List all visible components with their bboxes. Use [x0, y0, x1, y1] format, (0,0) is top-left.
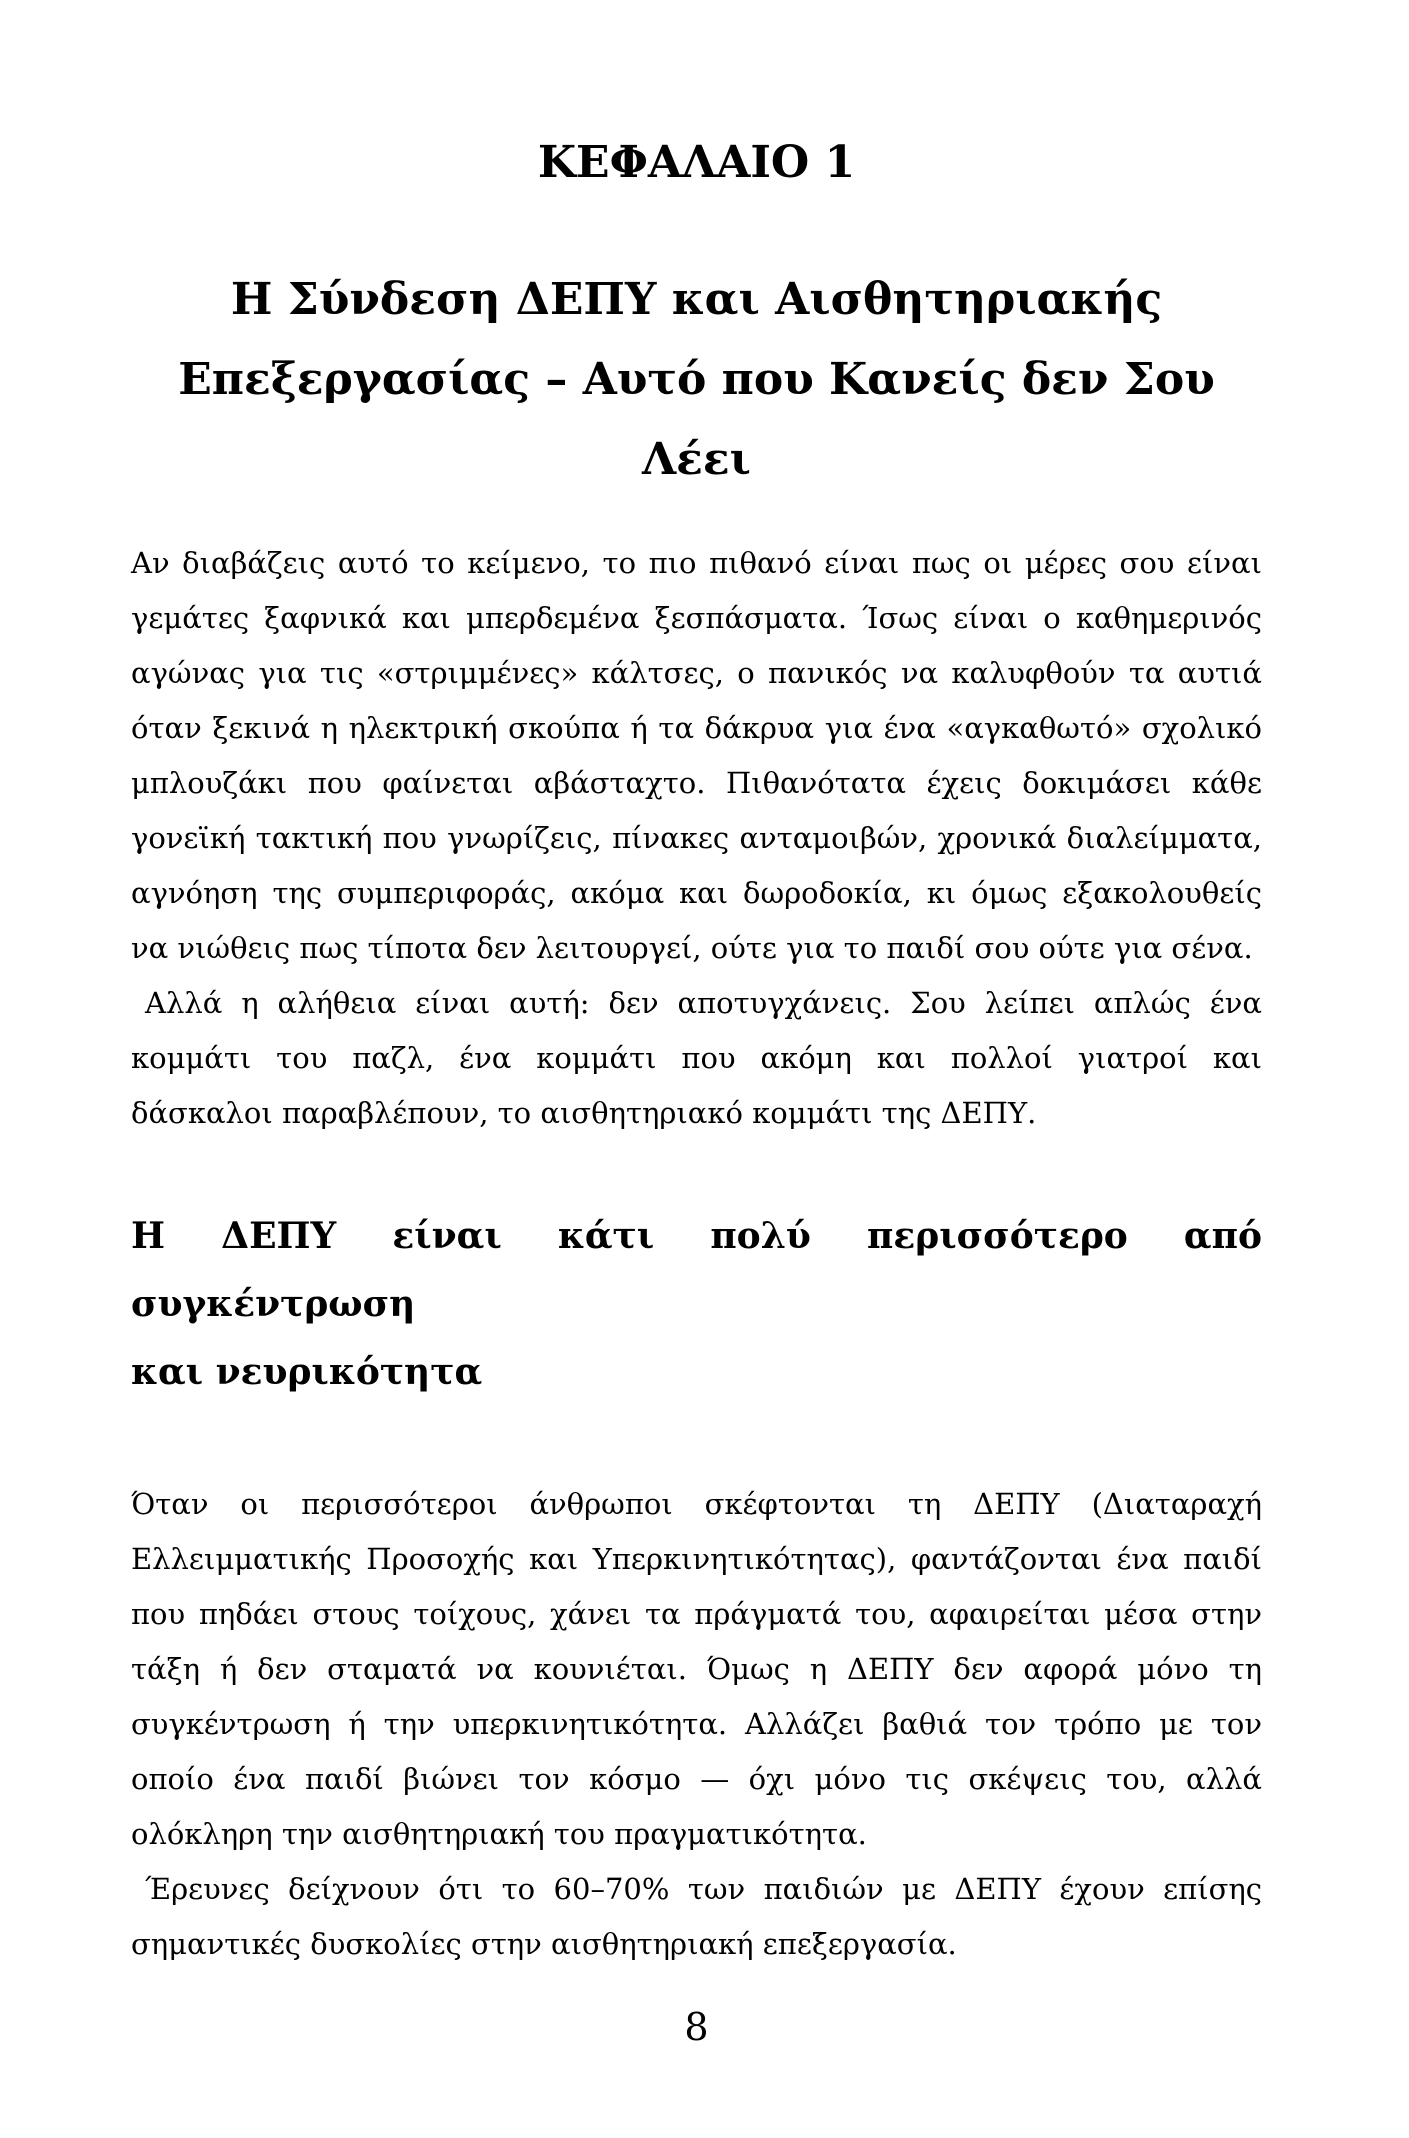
title-line-1: Η Σύνδεση ΔΕΠΥ και Αισθητηριακής [230, 274, 1163, 325]
body-line: αγνόηση της συμπεριφοράς, ακόμα και δωροδοκία, κι όμως εξακολουθείς [131, 876, 1262, 910]
body-line: που πηδάει στους τοίχους, χάνει τα πράγματά του, αφαιρείται μέσα στην [131, 1597, 1262, 1631]
book-title [131, 260, 1262, 500]
body-line: συγκέντρωση ή την υπερκινητικότητα. Αλλάζει βαθιά τον τρόπο με τον [131, 1707, 1262, 1741]
paragraph-1 [131, 536, 1262, 976]
body-line: Ελλειμματικής Προσοχής και Υπερκινητικότητας), φαντάζονται ένα παιδί [131, 1542, 1262, 1576]
body-line: δάσκαλοι παραβλέπουν, το αισθητηριακό κομμάτι της ΔΕΠΥ. [131, 1096, 1037, 1130]
title-line-2: Επεξεργασίας – Αυτό που Κανείς δεν Σου Λέει [178, 354, 1215, 485]
paragraph-4 [131, 1862, 1262, 1972]
body-line: κομμάτι του παζλ, ένα κομμάτι που ακόμη και πολλοί γιατροί και [131, 1041, 1262, 1075]
chapter-label: ΚΕΦΑΛΑΙΟ 1 [537, 137, 856, 188]
book-page [0, 138, 1409, 2138]
paragraph-3 [131, 1477, 1262, 1862]
page-content [0, 138, 1409, 2047]
body-line: οποίο ένα παιδί βιώνει τον κόσμο — όχι μόνο τις σκέψεις του, αλλά [131, 1762, 1262, 1796]
body-line: να νιώθεις πως τίποτα δεν λειτουργεί, ούτε για το παιδί σου ούτε για σένα. [131, 931, 1253, 965]
body-line: Αλλά η αλήθεια είναι αυτή: δεν αποτυγχάνεις. Σου λείπει απλώς ένα [145, 986, 1262, 1020]
body-line: όταν ξεκινά η ηλεκτρική σκούπα ή τα δάκρυα για ένα «αγκαθωτό» σχολικό [131, 711, 1262, 745]
section-heading [131, 1202, 1262, 1406]
paragraph-2 [131, 976, 1262, 1141]
body-line: μπλουζάκι που φαίνεται αβάσταχτο. Πιθανότατα έχεις δοκιμάσει κάθε [131, 766, 1262, 800]
body-line: σημαντικές δυσκολίες στην αισθητηριακή επεξεργασία. [131, 1927, 957, 1961]
body-line: αγώνας για τις «στριμμένες» κάλτσες, ο πανικός να καλυφθούν τα αυτιά [131, 656, 1262, 690]
body-line: Όταν οι περισσότεροι άνθρωποι σκέφτονται τη ΔΕΠΥ (Διαταραχή [131, 1487, 1262, 1521]
body-line: Αν διαβάζεις αυτό το κείμενο, το πιο πιθανό είναι πως οι μέρες σου είναι [131, 546, 1262, 580]
heading-line-1: Η ΔΕΠΥ είναι κάτι πολύ περισσότερο από συγκέντρωση [131, 1215, 1262, 1325]
body-line: τάξη ή δεν σταματά να κουνιέται. Όμως η ΔΕΠΥ δεν αφορά μόνο τη [131, 1652, 1262, 1686]
heading-line-2: και νευρικότητα [131, 1351, 483, 1393]
page-number: 8 [684, 2005, 709, 2049]
body-line: γεμάτες ξαφνικά και μπερδεμένα ξεσπάσματα. Ίσως είναι ο καθημερινός [131, 601, 1262, 635]
body-line: γονεϊκή τακτική που γνωρίζεις, πίνακες ανταμοιβών, χρονικά διαλείμματα, [131, 821, 1262, 855]
body-line: Έρευνες δείχνουν ότι το 60–70% των παιδιών με ΔΕΠΥ έχουν επίσης [145, 1872, 1262, 1906]
body-line: ολόκληρη την αισθητηριακή του πραγματικότητα. [131, 1817, 867, 1851]
